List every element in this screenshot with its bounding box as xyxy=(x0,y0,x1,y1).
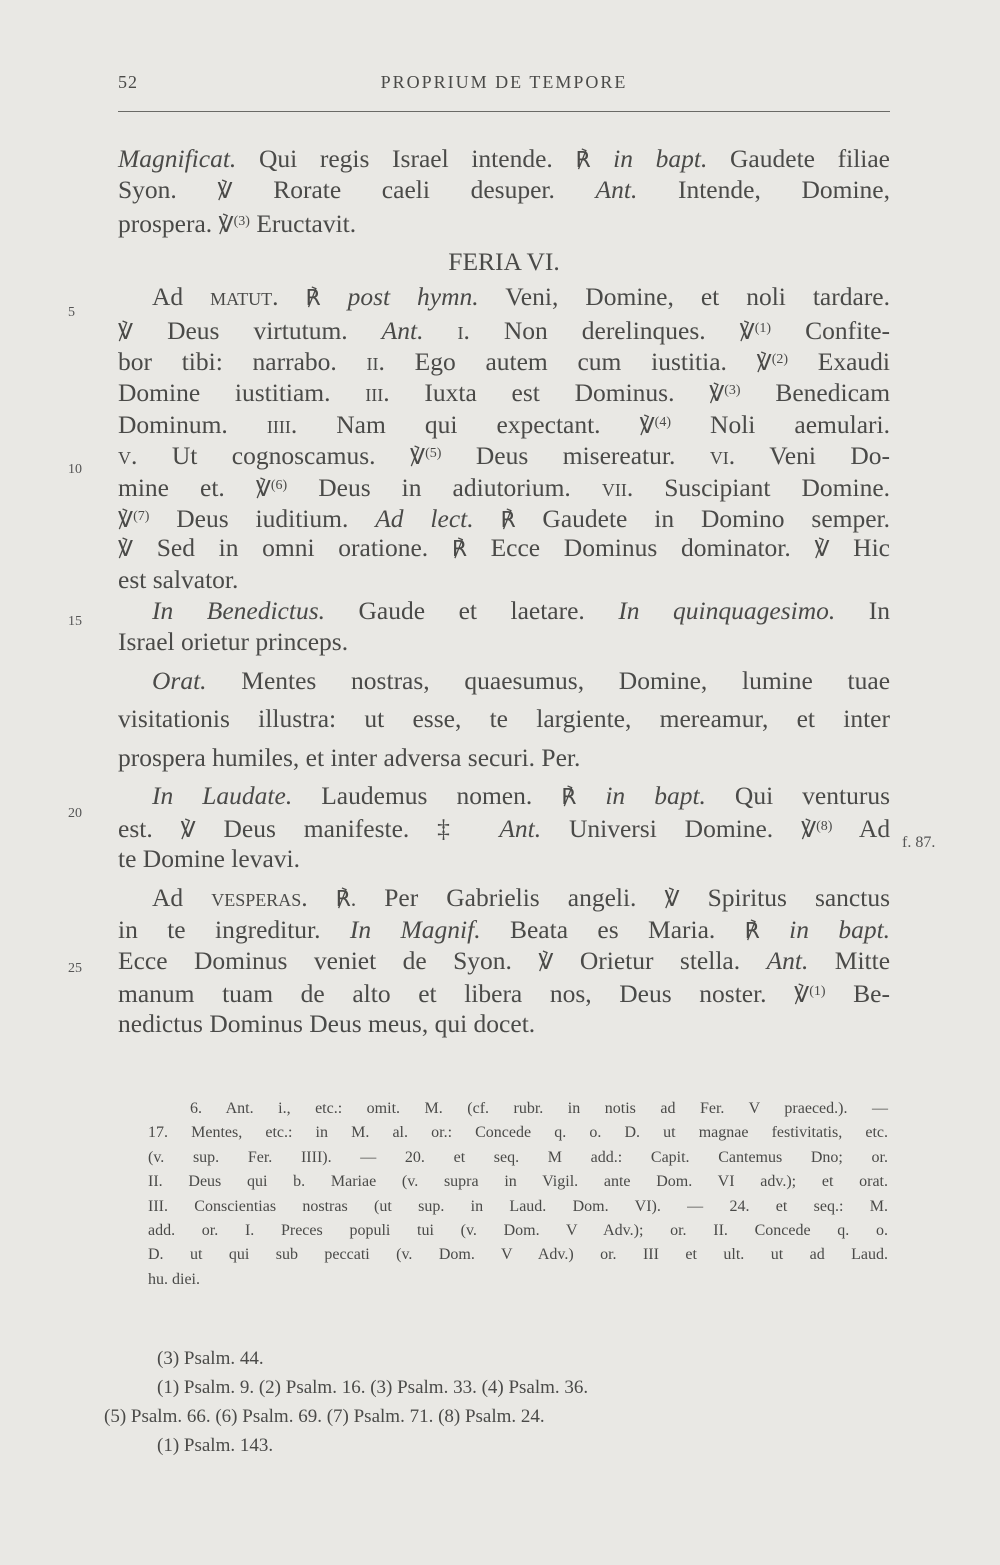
text-line: In Benedictus. Gaude et laetare. In quinquagesimo. In xyxy=(152,596,891,626)
text-line: Orat. Mentes nostras, quaesumus, Domine, lumine tuae xyxy=(152,665,891,695)
note-line: D. ut qui sub peccati (v. Dom. V Adv.) or. III et ult. ut ad Laud. xyxy=(148,1246,888,1264)
text-line: Magnificat. Qui regis Israel intende. ℟ in bapt. Gaudete filiae xyxy=(118,144,891,173)
line-number-5: 5 xyxy=(68,305,75,320)
running-head: PROPRIUM DE TEMPORE xyxy=(380,72,628,92)
psalm-ref-line: (1) Psalm. 9. (2) Psalm. 16. (3) Psalm. 33. (4) Psalm. 36. xyxy=(157,1377,589,1398)
text-line: Ecce Dominus veniet de Syon. ℣ Orietur stella. Ant. Mitte xyxy=(118,945,891,975)
text-line: Domine iustitiam. iii. Iuxta est Dominus. ℣$^{(3)}$ Benedicam xyxy=(118,378,891,408)
critical-notes xyxy=(148,1097,888,1292)
line-number-10: 10 xyxy=(68,462,82,477)
note-line: 17. Mentes, etc.: in M. al. or.: Concede q. o. D. ut magnae festivitatis, etc. xyxy=(148,1124,888,1142)
text-line: Syon. ℣ Rorate caeli desuper. Ant. Intende, Domine, xyxy=(118,175,891,205)
text-line: In Laudate. Laudemus nomen. ℟ in bapt. Qui venturus xyxy=(152,781,891,811)
main-text xyxy=(118,143,890,1039)
header-rule xyxy=(118,111,890,112)
text-line: v. Ut cognoscamus. ℣$^{(5)}$ Deus misereatur. vi. Veni Do- xyxy=(118,441,891,471)
line-number-20: 20 xyxy=(68,806,82,821)
psalm-ref-line: (3) Psalm. 44. xyxy=(157,1348,264,1369)
section-title: FERIA VI. xyxy=(448,247,560,277)
text-line: bor tibi: narrabo. ii. Ego autem cum iustitia. ℣$^{(2)}$ Exaudi xyxy=(118,346,891,376)
text-line: in te ingreditur. In Magnif. Beata es Maria. ℟ in bapt. xyxy=(118,914,891,944)
note-line: (v. sup. Fer. IIII). — 20. et seq. M add.: Capit. Cantemus Dno; or. xyxy=(148,1148,888,1166)
text-line: Dominum. iiii. Nam qui expectant. ℣$^{(4)}$ Noli aemulari. xyxy=(118,409,890,439)
text-line: ℣ Sed in omni oratione. ℟ Ecce Dominus dominator. ℣ Hic xyxy=(118,533,890,563)
psalm-ref-line: (5) Psalm. 66. (6) Psalm. 69. (7) Psalm. 71. (8) Psalm. 24. xyxy=(104,1406,545,1427)
text-line: est salvator. xyxy=(118,564,239,594)
page-number: 52 xyxy=(118,72,138,92)
note-line: add. or. I. Preces populi tui (v. Dom. V Adv.); or. II. Concede q. o. xyxy=(148,1221,888,1239)
psalm-ref-line: (1) Psalm. 143. xyxy=(157,1435,274,1456)
text-line: manum tuam de alto et libera nos, Deus noster. ℣$^{(1)}$ Be- xyxy=(118,979,890,1009)
note-line: 6. Ant. i., etc.: omit. M. (cf. rubr. in notis ad Fer. V praeced.). — xyxy=(190,1100,888,1117)
page-header xyxy=(118,72,890,102)
text-line: nedictus Dominus Deus meus, qui docet. xyxy=(118,1008,536,1038)
dagger-mark: ‡ xyxy=(437,814,472,844)
line-number-25: 25 xyxy=(68,961,82,976)
psalm-references xyxy=(100,1344,900,1460)
text-line: visitationis illustra: ut esse, te largiente, mereamur, et inter xyxy=(118,704,890,734)
note-line: III. Conscientias nostras (ut sup. in Laud. Dom. VI). — 24. et seq.: M. xyxy=(148,1197,888,1215)
text-line: Ad matut. ℟ post hymn. Veni, Domine, et noli tardare. xyxy=(152,282,890,312)
text-line: prospera humiles, et inter adversa securi. Per. xyxy=(118,742,581,772)
text-line: te Domine levavi. xyxy=(118,843,300,873)
text-line: ℣ Deus virtutum. Ant. i. Non derelinques. ℣$^{(1)}$ Confite- xyxy=(118,315,891,345)
note-line: II. Deus qui b. Mariae (v. supra in Vigil. ante Dom. VI adv.); et orat. xyxy=(148,1173,888,1191)
text-line: est. ℣ Deus manifeste. ‡ Ant. Universi Domine. ℣$^{(8)}$ Ad xyxy=(118,814,891,844)
line-number-15: 15 xyxy=(68,614,82,629)
text-line: ℣$^{(7)}$ Deus iuditium. Ad lect. ℟ Gaudete in Domino semper. xyxy=(118,503,891,533)
margin-folio-note: f. 87. xyxy=(902,834,936,851)
note-line: hu. diei. xyxy=(148,1270,200,1288)
text-line: mine et. ℣$^{(6)}$ Deus in adiutorium. vii. Suscipiant Domine. xyxy=(118,472,891,502)
text-line: prospera. ℣$^{(3)}$ Eructavit. xyxy=(118,208,357,238)
text-line: Ad vesperas. ℟. Per Gabrielis angeli. ℣ Spiritus sanctus xyxy=(152,883,891,913)
text-line: Israel orietur princeps. xyxy=(118,627,349,657)
